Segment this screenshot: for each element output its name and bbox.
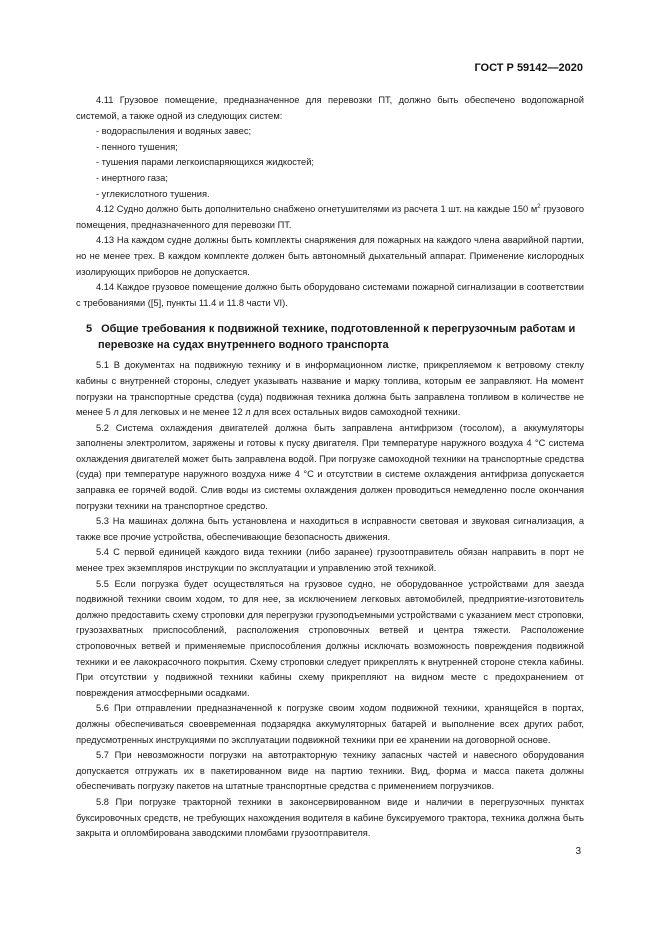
list-item: - инертного газа; [96,172,168,183]
clause-5-6: 5.6 При отправлении предназначенной к погрузке своим ходом подвижной техники, хранящейся в портах, должны обеспечиваться своевременная подзарядка аккумуляторных батарей и выполнение всех других работ, предусмотренных инструкциями по эксплуатации подвижной техники при ее хранении на договорной основе. [76,703,584,745]
section-title: Общие требования к подвижной технике, подготовленной к перегрузочным работам и перевозке на судах внутреннего водного транспорта [98,323,576,352]
clause-5-3: 5.3 На машинах должна быть установлена и находиться в исправности световая и звуковая сигнализация, а также все прочие устройства, обеспечивающие безопасность движения. [76,516,584,542]
list-item: - пенного тушения; [96,141,178,152]
clause-4-12 [76,202,584,233]
clause-5-8: 5.8 При погрузке тракторной техники в законсервированном виде и наличии в перегрузочных пунктах буксировочных средств, не требующих нахождения водителя в кабине буксируемого трактора, техника должна быть закрыта и опломбирована заводскими пломбами грузоотправителя. [76,796,584,839]
clause-5-5: 5.5 Если погрузка будет осуществляться на грузовое судно, не оборудованное устройствами для заезда подвижной техники своим ходом, то для нее, за исключением легковых автомобилей, предприятие-изготовитель должно предоставить схему строповки для перегрузки грузоподъемными устройствами с указанием мест строповки, грузозахватных приспособлений, расположения строповочных ветвей и центра тяжести. Расположение строповочных ветвей и применяемые приспособления должны исключать возможность повреждения подвижной техники и ее лакокрасочного покрытия. Схему строповки следует прикреплять к внутренней стороне стекла кабины. При отсутствии у подвижной техники кабины схему прикрепляют на видном месте с предохранением от повреждения атмосферными осадками. [76,578,584,698]
clause-4-12-text: 4.12 Судно должно быть дополнительно снабжено огнетушителями из расчета 1 шт. на каждые 150 м [96,204,538,215]
section-number: 5 [86,323,93,336]
list-item: - углекислотного тушения. [96,188,210,199]
clause-4-11: 4.11 Грузовое помещение, предназначенное для перевозки ПТ, должно быть обеспечено водопожарной системой, а также одной из следующих систем: [76,95,584,121]
clause-5-7: 5.7 При невозможности погрузки на автотракторную технику запасных частей и навесного оборудования допускается отгружать их в пакетированном виде на партию техники. Вид, форма и масса пакета должны обеспечивать погрузку пакетов на штатные транспортные средства с применением погрузчиков. [76,750,584,792]
section-5-heading [76,321,584,353]
clause-5-4: 5.4 С первой единицей каждого вида техники (либо заранее) грузоотправитель обязан направить в порт не менее трех экземпляров инструкции по эксплуатации и управлению этой техникой. [76,547,584,574]
clause-4-13: 4.13 На каждом судне должны быть комплекты снаряжения для пожарных на каждого члена аварийной партии, но не менее трех. В каждом комплекте должен быть автономный дыхательный аппарат. Применение кислородных изолирующих приборов не допускается. [76,235,584,277]
clause-5-2: 5.2 Система охлаждения двигателей должна быть заправлена антифризом (тосолом), а аккумуляторы заполнены электролитом, заряжены и готовы к пуску двигателя. При температуре наружного воздуха 4 °C система охлаждения двигателей может быть заправлена водой. При погрузке самоходной техники на транспортные средства (суда) при температуре наружного воздуха ниже 4 °C и отсутствии в системе охлаждения антифриза допускается заправка ее горячей водой. Слив воды из системы охлаждения должен проводиться немедленно после окончания погрузки техники на транспортное средство. [76,422,584,511]
superscript: 2 [537,204,541,211]
clause-4-12-text-end: грузового помещения, предназначенного для перевозки ПТ. [76,204,584,230]
list-item: - тушения парами легкоиспаряющихся жидкостей; [96,157,315,168]
document-body [76,93,584,842]
clause-5-1: 5.1 В документах на подвижную технику и в информационном листке, прикрепляемом к ветровому стеклу кабины с внутренней стороны, следует указывать название и марку топлива, которым ее заправляют. На момент погрузки на транспортные средства (суда) подвижная техника должна быть заправлена топливом в количестве не менее 5 л для легковых и не менее 12 л для всех остальных видов самоходной техники. [76,360,584,418]
clause-4-14: 4.14 Каждое грузовое помещение должно быть оборудовано системами пожарной сигнализации в соответствии с требованиями ([5], пункты 11.4 и 11.8 части VI). [76,282,584,308]
list-item: - водораспыления и водяных завес; [96,126,252,137]
standard-designation: ГОСТ Р 59142—2020 [474,62,583,74]
page-number: 3 [575,846,581,857]
